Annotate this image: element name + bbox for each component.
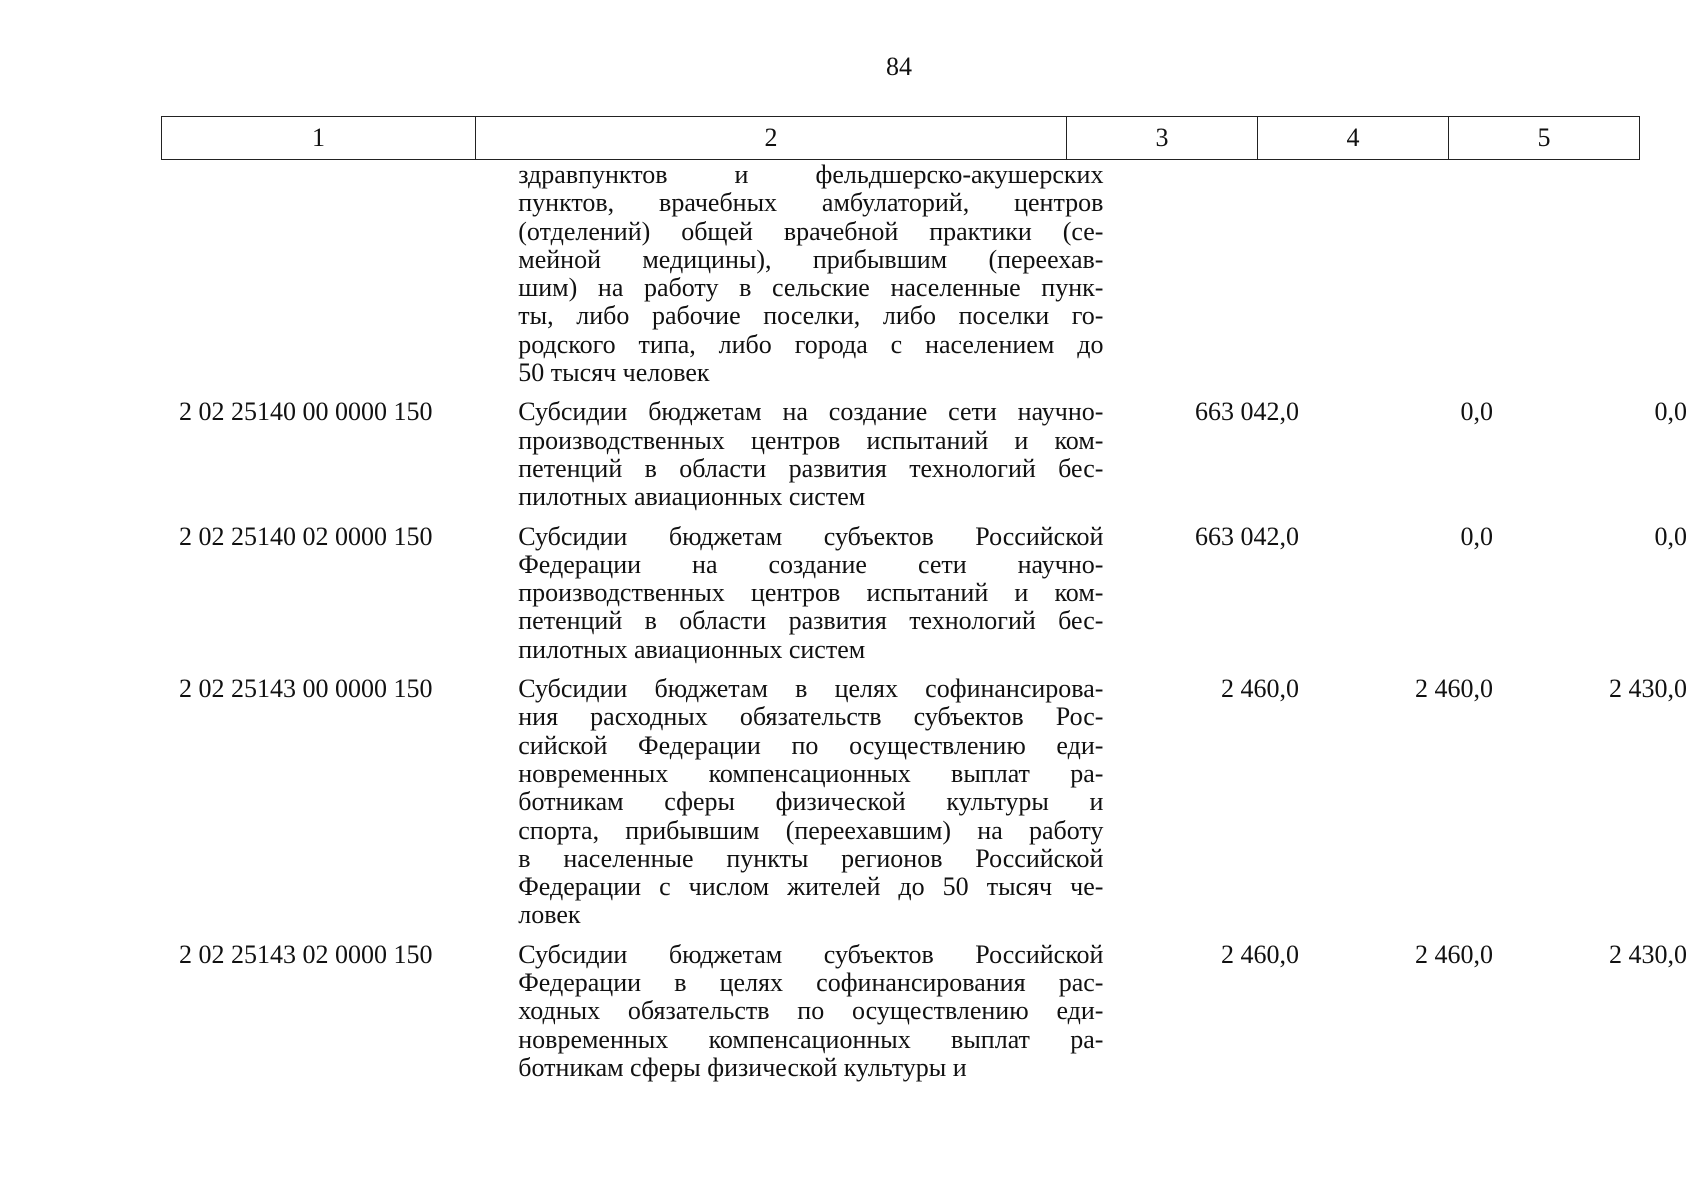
description-line: (отделений) общей врачебной практики (се- bbox=[518, 216, 1104, 246]
description-line: пилотных авиационных систем bbox=[518, 482, 866, 512]
description-line: спорта, прибывшим (переехавшим) на работу bbox=[518, 815, 1104, 845]
budget-table bbox=[161, 161, 1698, 1082]
description-line: мейной медицины), прибывшим (переехав- bbox=[518, 244, 1104, 274]
description-line: Федерации на создание сети научно- bbox=[518, 549, 1104, 579]
amount-col-5-cell bbox=[1504, 161, 1698, 387]
description-line: здравпунктов и фельдшерско-акушерских bbox=[518, 160, 1104, 189]
amount-col-3-cell: 2 460,0 bbox=[1221, 674, 1300, 704]
description-line: петенций в области развития технологий бес- bbox=[518, 606, 1104, 636]
description-line: новременных компенсационных выплат ра- bbox=[518, 758, 1104, 788]
description-line: шим) на работу в сельские населенные пунк- bbox=[518, 273, 1104, 303]
header-col-4: 4 bbox=[1258, 117, 1449, 160]
header-col-1: 1 bbox=[162, 117, 476, 160]
amount-col-4-cell: 0,0 bbox=[1460, 521, 1493, 551]
description-line: ловек bbox=[518, 900, 581, 930]
table-row bbox=[161, 161, 1698, 387]
table-row bbox=[161, 664, 1698, 930]
description-cell bbox=[506, 930, 1114, 1082]
description-cell bbox=[506, 387, 1114, 511]
amount-col-3-cell: 663 042,0 bbox=[1195, 521, 1300, 551]
header-col-3: 3 bbox=[1067, 117, 1258, 160]
budget-code-cell: 2 02 25140 00 0000 150 bbox=[179, 397, 433, 427]
description-line: ботникам сферы физической культуры и bbox=[518, 787, 1104, 817]
description-line: производственных центров испытаний и ком- bbox=[518, 425, 1104, 455]
description-line: Субсидии бюджетам субъектов Российской bbox=[518, 939, 1104, 969]
description-cell bbox=[506, 512, 1114, 664]
amount-col-4-cell: 2 460,0 bbox=[1415, 939, 1493, 969]
description-line: пилотных авиационных систем bbox=[518, 634, 866, 664]
description-line: Субсидии бюджетам в целях софинансирова- bbox=[518, 674, 1104, 704]
description-line: 50 тысяч человек bbox=[518, 358, 710, 388]
table-row bbox=[161, 512, 1698, 664]
amount-col-4-cell: 2 460,0 bbox=[1415, 674, 1493, 704]
description-line: новременных компенсационных выплат ра- bbox=[518, 1024, 1104, 1054]
amount-col-3-cell bbox=[1114, 161, 1310, 387]
amount-col-5-cell: 0,0 bbox=[1654, 521, 1687, 551]
description-line: родского типа, либо города с населением до bbox=[518, 329, 1104, 359]
description-line: Субсидии бюджетам на создание сети научно- bbox=[518, 397, 1104, 427]
amount-col-4-cell bbox=[1310, 161, 1504, 387]
description-line: Федерации с числом жителей до 50 тысяч че- bbox=[518, 872, 1104, 902]
column-number-header bbox=[161, 116, 1640, 160]
budget-code-cell: 2 02 25143 02 0000 150 bbox=[179, 939, 433, 969]
amount-col-4-cell: 0,0 bbox=[1460, 397, 1493, 427]
description-line: Субсидии бюджетам субъектов Российской bbox=[518, 521, 1104, 551]
table-row bbox=[161, 387, 1698, 511]
amount-col-5-cell: 2 430,0 bbox=[1609, 674, 1687, 704]
amount-col-3-cell: 663 042,0 bbox=[1195, 397, 1300, 427]
budget-code-cell: 2 02 25143 00 0000 150 bbox=[179, 674, 433, 704]
header-col-5: 5 bbox=[1449, 117, 1640, 160]
budget-code-cell: 2 02 25140 02 0000 150 bbox=[179, 521, 433, 551]
description-cell bbox=[506, 161, 1114, 387]
header-col-2: 2 bbox=[476, 117, 1067, 160]
budget-code-cell bbox=[161, 161, 506, 387]
description-line: ботникам сферы физической культуры и bbox=[518, 1052, 967, 1082]
description-line: ния расходных обязательств субъектов Рос- bbox=[518, 702, 1104, 732]
page-number: 84 bbox=[886, 52, 912, 81]
header-row bbox=[162, 117, 1640, 160]
amount-col-5-cell: 0,0 bbox=[1654, 397, 1687, 427]
description-line: ты, либо рабочие поселки, либо поселки го- bbox=[518, 301, 1104, 331]
budget-table-body bbox=[161, 161, 1698, 1082]
description-line: производственных центров испытаний и ком- bbox=[518, 578, 1104, 608]
amount-col-3-cell: 2 460,0 bbox=[1221, 939, 1300, 969]
description-line: пунктов, врачебных амбулаторий, центров bbox=[518, 188, 1104, 218]
description-cell bbox=[506, 664, 1114, 930]
description-line: Федерации в целях софинансирования рас- bbox=[518, 968, 1104, 998]
description-line: петенций в области развития технологий бес- bbox=[518, 453, 1104, 483]
table-row bbox=[161, 930, 1698, 1082]
amount-col-5-cell: 2 430,0 bbox=[1609, 939, 1687, 969]
description-line: в населенные пункты регионов Российской bbox=[518, 843, 1104, 873]
description-line: ходных обязательств по осуществлению еди- bbox=[518, 996, 1104, 1026]
description-line: сийской Федерации по осуществлению еди- bbox=[518, 730, 1104, 760]
